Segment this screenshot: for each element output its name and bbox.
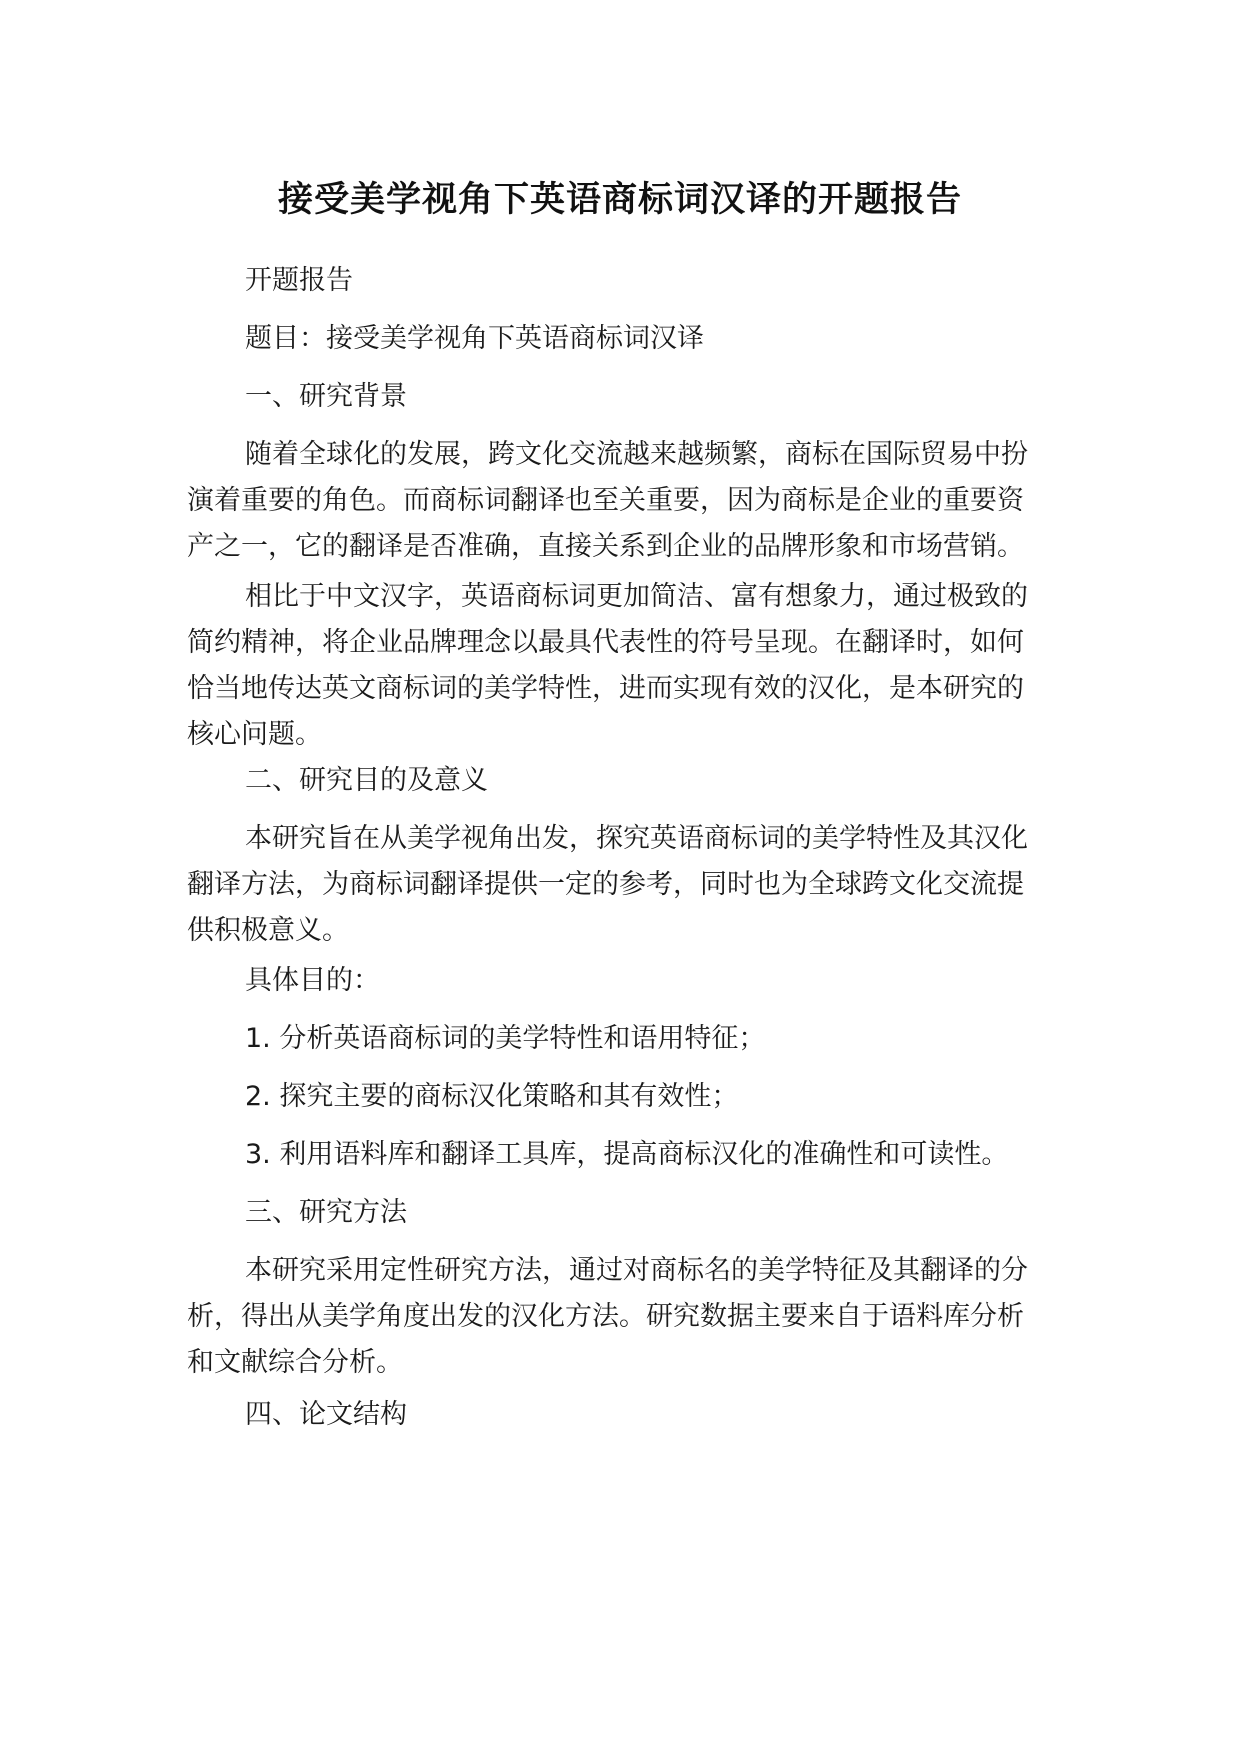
paragraph-background-1: 随着全球化的发展，跨文化交流越来越频繁，商标在国际贸易中扮演着重要的角色。而商标词翻译也至关重要，因为商标是企业的重要资产之一，它的翻译是否准确，直接关系到企业的品牌形象和市场营销。 bbox=[187, 439, 1028, 562]
section-heading-background: 一、研究背景 bbox=[245, 381, 407, 412]
report-label: 开题报告 bbox=[245, 265, 353, 296]
specific-goals-label: 具体目的： bbox=[245, 965, 380, 996]
goal-item-2: 2. 探究主要的商标汉化策略和其有效性； bbox=[245, 1081, 739, 1112]
topic-line: 题目：接受美学视角下英语商标词汉译 bbox=[245, 323, 704, 354]
paragraph-background-2: 相比于中文汉字，英语商标词更加简洁、富有想象力，通过极致的简约精神，将企业品牌理念以最具代表性的符号呈现。在翻译时，如何恰当地传达英文商标词的美学特性，进而实现有效的汉化，是本研究的核心问题。 bbox=[187, 581, 1028, 750]
goal-item-1: 1. 分析英语商标词的美学特性和语用特征； bbox=[245, 1023, 766, 1054]
goal-item-3: 3. 利用语料库和翻译工具库，提高商标汉化的准确性和可读性。 bbox=[245, 1139, 1009, 1170]
section-heading-methods: 三、研究方法 bbox=[245, 1197, 407, 1228]
paragraph-purpose: 本研究旨在从美学视角出发，探究英语商标词的美学特性及其汉化翻译方法，为商标词翻译提供一定的参考，同时也为全球跨文化交流提供积极意义。 bbox=[187, 823, 1028, 946]
paragraph-methods: 本研究采用定性研究方法，通过对商标名的美学特征及其翻译的分析，得出从美学角度出发的汉化方法。研究数据主要来自于语料库分析和文献综合分析。 bbox=[187, 1255, 1028, 1378]
document-title: 接受美学视角下英语商标词汉译的开题报告 bbox=[277, 180, 962, 220]
section-heading-purpose: 二、研究目的及意义 bbox=[245, 765, 488, 796]
section-heading-structure: 四、论文结构 bbox=[245, 1399, 407, 1430]
